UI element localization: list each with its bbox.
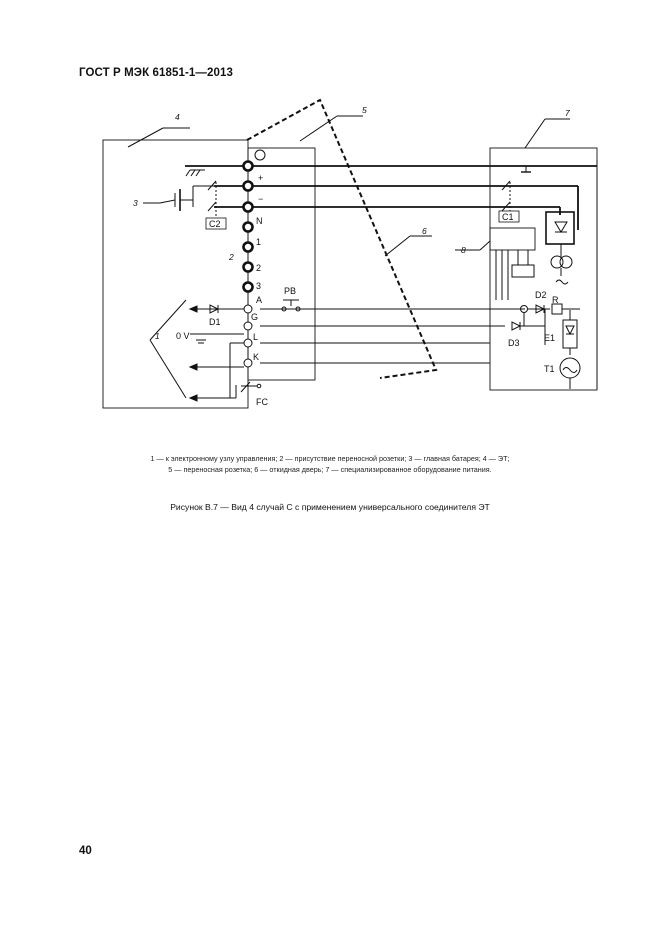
terminal-label: N [256, 216, 263, 226]
callout-label: 2 [229, 252, 234, 262]
label-fc: FC [256, 397, 268, 407]
label-d3: D3 [508, 338, 520, 348]
callout-label: 8 [461, 245, 466, 255]
label-pb: PB [284, 286, 297, 296]
label-zero-v: 0 V [176, 331, 190, 341]
page-number: 40 [79, 845, 92, 857]
label-c1: C1 [502, 212, 514, 222]
callout-label: 4 [175, 112, 180, 122]
terminal-label: L [253, 332, 259, 342]
label-r: R [552, 295, 559, 305]
legend-line: 5 — переносная розетка; 6 — откидная дверь; 7 — специализированное оборудование питания. [168, 465, 492, 474]
label-d1: D1 [209, 317, 221, 327]
callout-label: 1 [155, 331, 160, 341]
terminal-label: 3 [256, 281, 262, 291]
callout-label: 5 [362, 105, 367, 115]
label-e1: E1 [544, 333, 556, 343]
label-c2: C2 [209, 219, 221, 229]
plus-sign: + [258, 173, 264, 183]
ev-box [103, 140, 248, 408]
control-unit-box [490, 228, 535, 250]
terminal-label: K [253, 352, 260, 362]
supply-box [490, 148, 597, 390]
terminal-label: A [256, 295, 263, 305]
terminal-label: G [251, 312, 259, 322]
terminal-label: 1 [256, 237, 262, 247]
terminal-label: 2 [256, 263, 262, 273]
callout-label: 3 [133, 198, 138, 208]
label-t1: T1 [544, 364, 555, 374]
legend-line: 1 — к электронному узлу управления; 2 — присутствие переносной розетки; 3 — главная батарея; 4 — ЭТ; [150, 454, 510, 463]
callout-label: 7 [565, 108, 570, 118]
callout-label: 6 [422, 226, 427, 236]
hinged-door [247, 100, 436, 378]
label-d2: D2 [535, 290, 547, 300]
minus-sign: − [258, 194, 264, 204]
figure-caption: Рисунок В.7 — Вид 4 случай С с применением универсального соединителя ЭТ [170, 502, 490, 512]
document-header: ГОСТ Р МЭК 61851-1—2013 [79, 67, 233, 79]
